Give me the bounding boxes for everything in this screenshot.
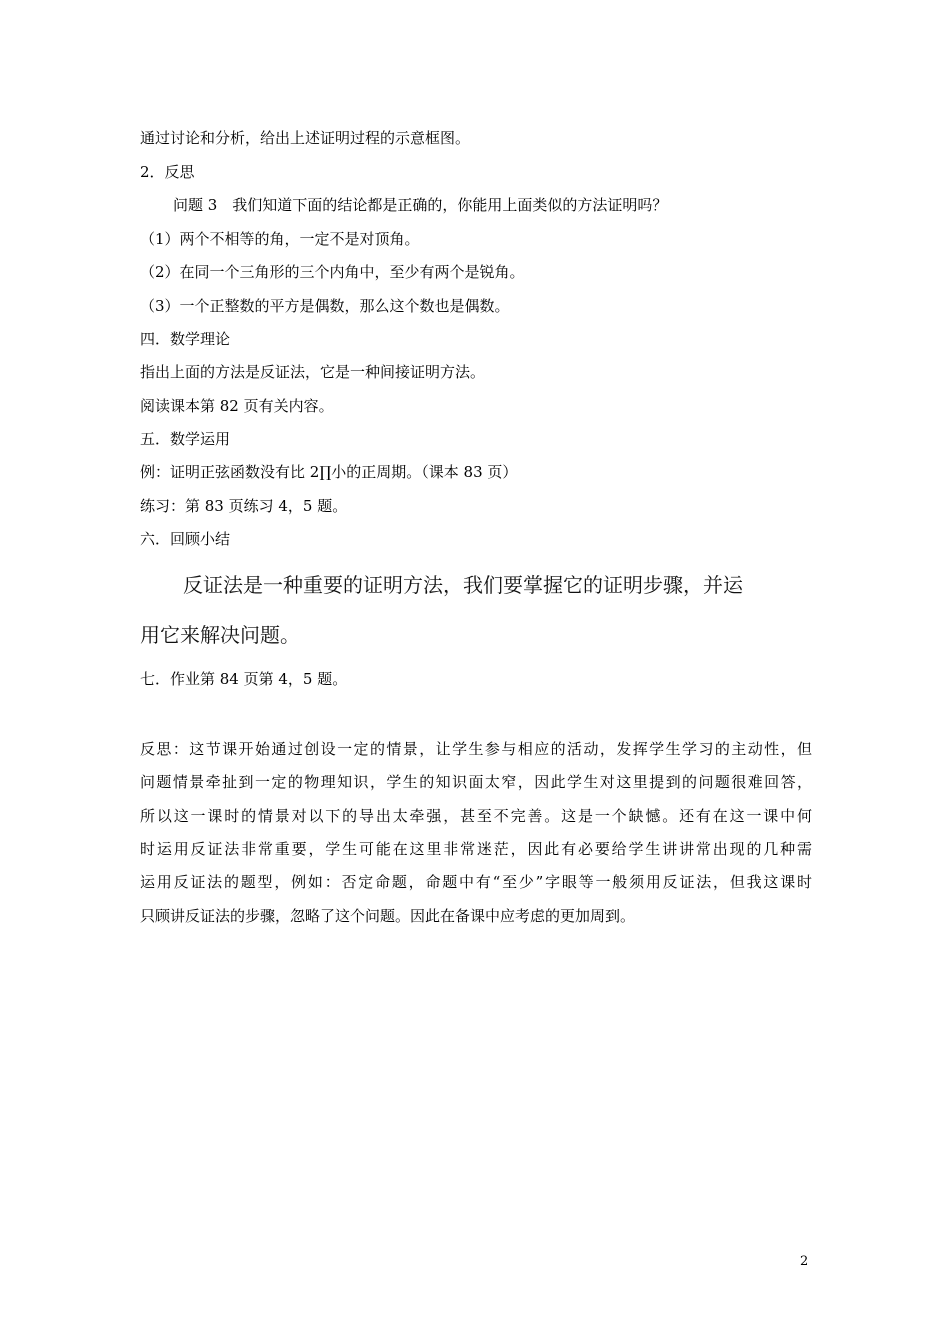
section-heading-reflection: 2．反思 xyxy=(140,163,195,181)
page-number: 2 xyxy=(800,1254,809,1269)
reflection-line-3: 所以这一课时的情景对以下的导出太牵强，甚至不完善。这是一个缺憾。还有在这一课中何 xyxy=(140,807,812,825)
summary-line-2: 用它来解决问题。 xyxy=(140,623,300,647)
reflection-line-4: 时运用反证法非常重要，学生可能在这里非常迷茫，因此有必要给学生讲讲常出现的几种需 xyxy=(140,840,812,858)
summary-line-1: 反证法是一种重要的证明方法，我们要掌握它的证明步骤，并运 xyxy=(183,573,743,597)
reflection-line-6: 只顾讲反证法的步骤，忽略了这个问题。因此在备课中应考虑的更加周到。 xyxy=(140,907,636,925)
theory-text: 指出上面的方法是反证法，它是一种间接证明方法。 xyxy=(140,363,486,381)
homework-text: 七．作业第 84 页第 4，5 题。 xyxy=(140,670,348,688)
section-heading-summary: 六．回顾小结 xyxy=(140,530,231,548)
reflection-line-5: 运用反证法的题型，例如：否定命题，命题中有“至少”字眼等一般须用反证法，但我这课时 xyxy=(140,873,812,891)
reflection-line-1: 反思：这节课开始通过创设一定的情景，让学生参与相应的活动，发挥学生学习的主动性，但 xyxy=(140,740,812,758)
section-heading-math-theory: 四．数学理论 xyxy=(140,330,231,348)
list-item-3: （3）一个正整数的平方是偶数，那么这个数也是偶数。 xyxy=(140,297,510,315)
section-heading-math-application: 五．数学运用 xyxy=(140,430,231,448)
list-item-2: （2）在同一个三角形的三个内角中，至少有两个是锐角。 xyxy=(140,263,525,281)
question-3-text: 问题 3 我们知道下面的结论都是正确的，你能用上面类似的方法证明吗？ xyxy=(173,196,668,214)
example-text: 例：证明正弦函数没有比 2∏小的正周期。（课本 83 页） xyxy=(140,463,518,481)
intro-text: 通过讨论和分析，给出上述证明过程的示意框图。 xyxy=(140,129,471,147)
reading-text: 阅读课本第 82 页有关内容。 xyxy=(140,397,334,415)
list-item-1: （1）两个不相等的角，一定不是对顶角。 xyxy=(140,230,420,248)
exercise-text: 练习：第 83 页练习 4，5 题。 xyxy=(140,497,348,515)
reflection-line-2: 问题情景牵扯到一定的物理知识，学生的知识面太窄，因此学生对这里提到的问题很难回答， xyxy=(140,773,812,791)
